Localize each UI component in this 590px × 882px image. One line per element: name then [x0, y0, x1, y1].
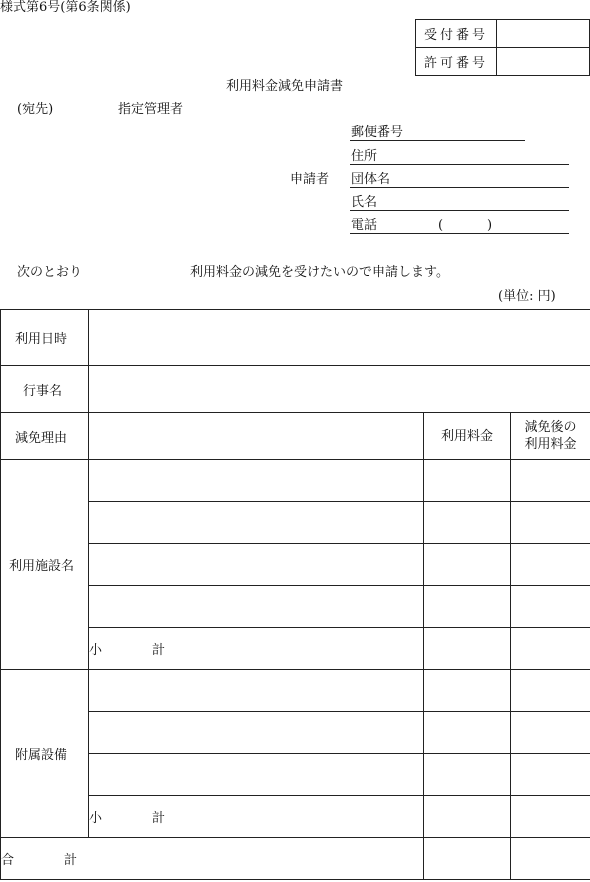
- facility-fee-field[interactable]: [424, 544, 511, 586]
- equipment-after-fee-field[interactable]: [511, 712, 590, 754]
- phone-label: 電話: [351, 218, 378, 233]
- phone-paren-open: (: [438, 218, 444, 233]
- group-name-line[interactable]: [350, 187, 569, 188]
- address-label: 住所: [351, 149, 378, 164]
- facility-after-fee-field[interactable]: [511, 460, 590, 502]
- statement-body: 利用料金の減免を受けたいので申請します。: [190, 265, 449, 280]
- after-reduction-fee-header: [511, 413, 590, 460]
- total-label: [1, 838, 424, 880]
- subtotal-char-1: 小: [89, 811, 103, 826]
- facility-fee-field[interactable]: [424, 460, 511, 502]
- table-row: [1, 460, 590, 502]
- postal-code-label: 郵便番号: [351, 125, 404, 140]
- receipt-number-field[interactable]: [497, 20, 590, 48]
- equipment-name-field[interactable]: [89, 754, 424, 796]
- permit-number-label: 許可番号: [416, 48, 497, 76]
- equipment-fee-field[interactable]: [424, 712, 511, 754]
- facility-subtotal-after-fee-field[interactable]: [511, 628, 590, 670]
- table-row: [1, 754, 590, 796]
- table-row: [1, 502, 590, 544]
- facility-name-field[interactable]: [89, 586, 424, 628]
- subtotal-char-1: 小: [89, 643, 103, 658]
- name-line[interactable]: [350, 210, 569, 211]
- subtotal-char-2: 計: [152, 811, 166, 826]
- table-row: [1, 796, 590, 838]
- address-line[interactable]: [350, 164, 569, 165]
- total-after-fee-field[interactable]: [511, 838, 590, 880]
- event-name-field[interactable]: [89, 366, 590, 413]
- name-label: 氏名: [351, 195, 378, 210]
- table-row: [1, 670, 590, 712]
- table-row: [1, 628, 590, 670]
- table-row: [1, 838, 590, 880]
- document-title: 利用料金減免申請書: [226, 79, 344, 94]
- table-row: [1, 586, 590, 628]
- phone-paren-close: ): [487, 218, 493, 233]
- addressee-name: 指定管理者: [118, 102, 184, 117]
- reduction-reason-label: 減免理由: [1, 413, 89, 460]
- unit-note: (単位: 円): [498, 289, 556, 304]
- facility-name-field[interactable]: [89, 460, 424, 502]
- equipment-fee-field[interactable]: [424, 754, 511, 796]
- facility-name-label: 利用施設名: [1, 460, 89, 670]
- equipment-after-fee-field[interactable]: [511, 670, 590, 712]
- receipt-number-label: 受付番号: [416, 20, 497, 48]
- form-number: 様式第6号(第6条関係): [0, 0, 131, 15]
- after-fee-header-line1: 減免後の: [524, 420, 577, 435]
- equipment-label: 附属設備: [1, 670, 89, 838]
- facility-after-fee-field[interactable]: [511, 502, 590, 544]
- equipment-after-fee-field[interactable]: [511, 754, 590, 796]
- facility-fee-field[interactable]: [424, 586, 511, 628]
- applicant-label: 申請者: [290, 172, 330, 187]
- equipment-subtotal-label: [89, 796, 424, 838]
- equipment-name-field[interactable]: [89, 670, 424, 712]
- permit-number-field[interactable]: [497, 48, 590, 76]
- event-name-label: 行事名: [1, 366, 89, 413]
- facility-name-field[interactable]: [89, 544, 424, 586]
- facility-subtotal-label: [89, 628, 424, 670]
- equipment-subtotal-fee-field[interactable]: [424, 796, 511, 838]
- facility-fee-field[interactable]: [424, 502, 511, 544]
- equipment-fee-field[interactable]: [424, 670, 511, 712]
- after-fee-header-line2: 利用料金: [524, 437, 577, 452]
- postal-code-line[interactable]: [350, 140, 525, 141]
- stamp-box: [415, 19, 590, 76]
- facility-subtotal-fee-field[interactable]: [424, 628, 511, 670]
- group-name-label: 団体名: [351, 172, 391, 187]
- total-fee-field[interactable]: [424, 838, 511, 880]
- addressee-prefix: (宛先): [17, 102, 54, 117]
- fee-header: 利用料金: [424, 413, 511, 460]
- statement-lead: 次のとおり: [17, 265, 83, 280]
- table-row: [1, 712, 590, 754]
- reduction-reason-field[interactable]: [89, 413, 424, 460]
- facility-after-fee-field[interactable]: [511, 586, 590, 628]
- usage-datetime-label: 利用日時: [1, 310, 89, 366]
- facility-after-fee-field[interactable]: [511, 544, 590, 586]
- total-char-1: 合: [1, 853, 15, 868]
- subtotal-char-2: 計: [152, 643, 166, 658]
- facility-name-field[interactable]: [89, 502, 424, 544]
- total-char-2: 計: [64, 853, 78, 868]
- table-row: [1, 544, 590, 586]
- equipment-name-field[interactable]: [89, 712, 424, 754]
- application-table: [0, 309, 590, 880]
- usage-datetime-field[interactable]: [89, 310, 590, 366]
- equipment-subtotal-after-fee-field[interactable]: [511, 796, 590, 838]
- phone-line[interactable]: [350, 233, 569, 234]
